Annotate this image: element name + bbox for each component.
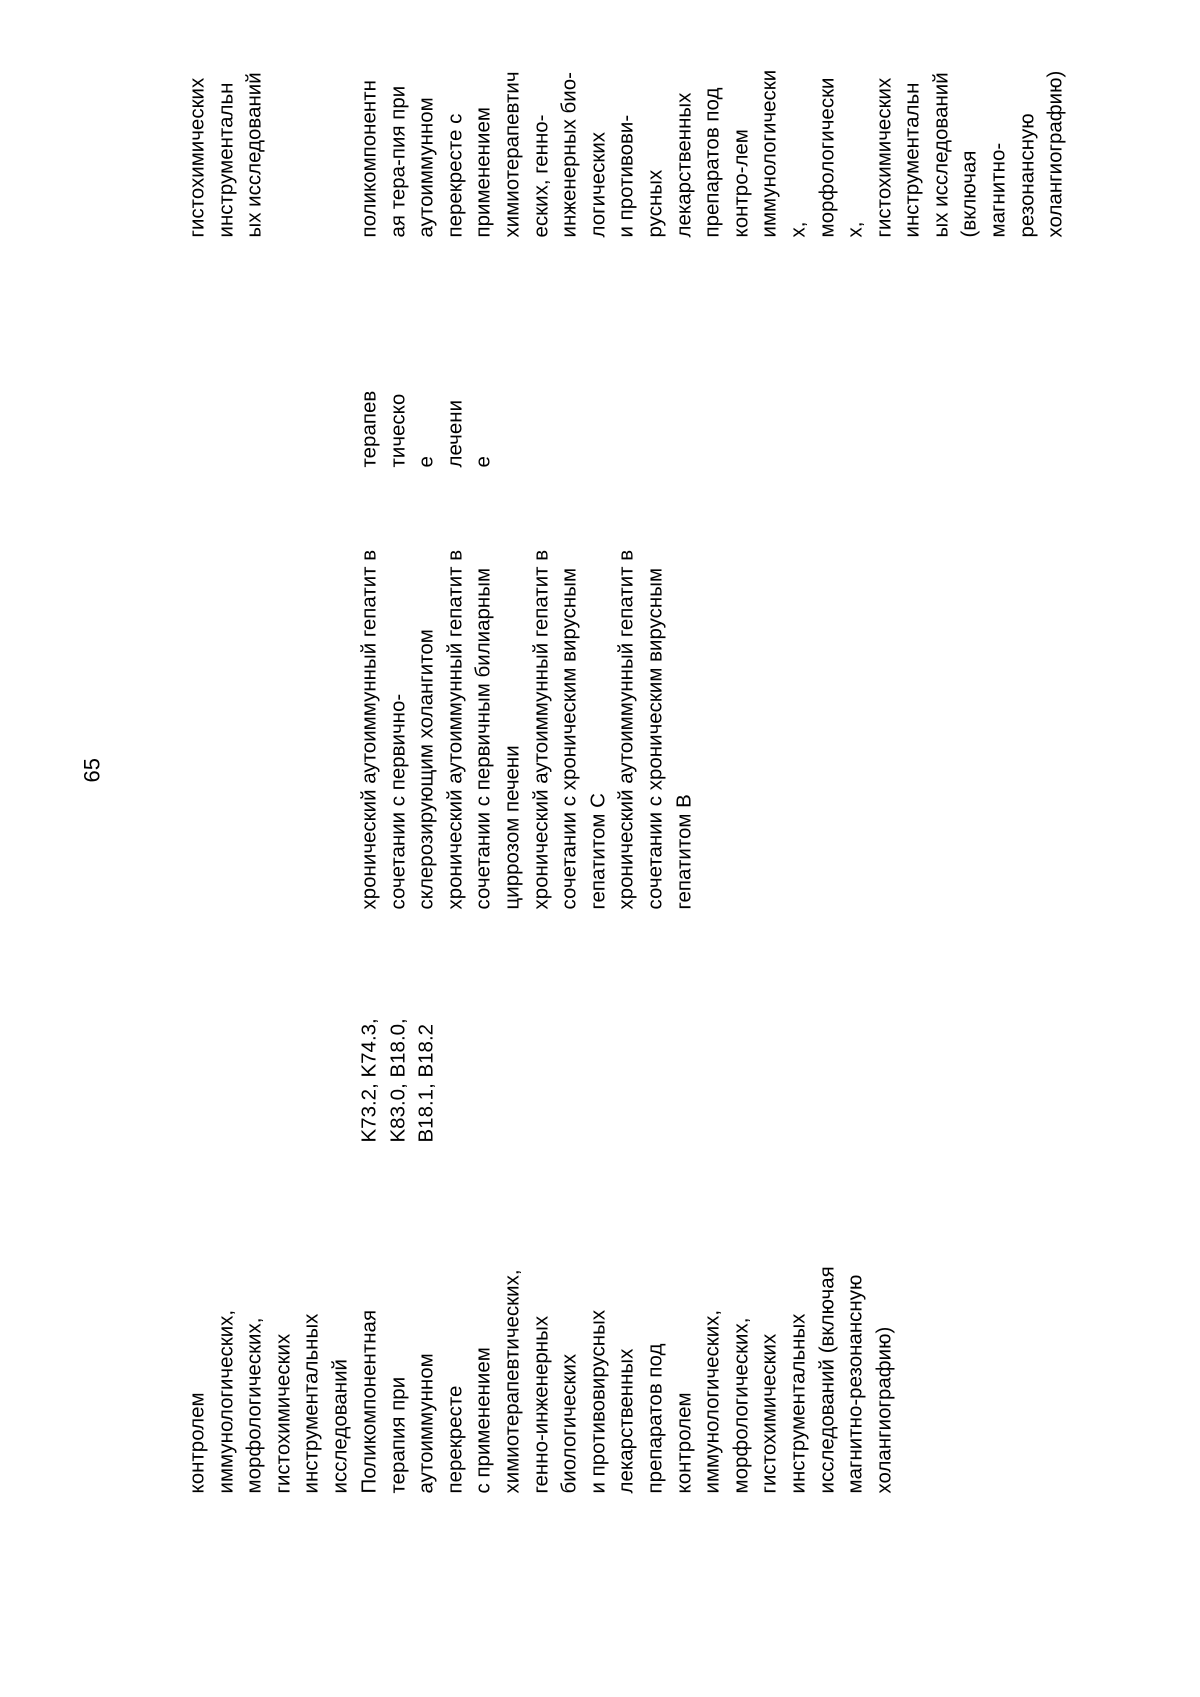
text-line: инструментальных (785, 1313, 809, 1493)
prev-row-treatment2-cell (183, 72, 269, 237)
text-line: еских, генно- (528, 113, 552, 237)
text-line: инженерных био- (557, 71, 581, 237)
text-line: гепатитом C (585, 792, 609, 909)
text-line: препаратов под (700, 87, 724, 237)
text-line: логических (585, 131, 609, 237)
text-line: и противовирусных (585, 1309, 609, 1493)
text-line: х, (785, 221, 809, 237)
text-line: лекарственных (614, 1348, 638, 1493)
text-line: препаратов под (642, 1343, 666, 1493)
row-treatment-cell (355, 1266, 898, 1493)
text-line: сочетании с хроническим вирусным (642, 567, 666, 909)
text-line: K73.2, K74.3, (357, 1017, 380, 1142)
text-line: инструментальн (900, 82, 924, 237)
text-line: ых исследований (928, 71, 952, 237)
text-line: магнитно- (986, 142, 1010, 237)
text-line: гистохимических (757, 1333, 781, 1493)
text-line: гистохимических (185, 77, 208, 237)
row-treatment2-cell (355, 69, 1070, 237)
text-line: е (414, 455, 438, 467)
text-line: е (471, 455, 495, 467)
text-line: хронический аутоиммунный гепатит в (357, 549, 380, 909)
text-line: ая тера-пия при (385, 85, 409, 237)
text-line: тическо (385, 393, 409, 467)
text-line: морфологически (814, 77, 838, 237)
text-line: сочетании с хроническим вирусным (557, 567, 581, 909)
text-line: контро-лем (728, 128, 752, 237)
text-line: резонансную (1014, 112, 1038, 237)
text-line: холангиографию) (871, 1326, 895, 1493)
text-line: химиотерапевтических, (499, 1268, 523, 1493)
text-line: исследований (327, 1358, 351, 1493)
text-line: хронический аутоиммунный гепатит в (442, 549, 466, 909)
row-treatment-type-cell (355, 390, 498, 467)
text-line: аутоиммунном (414, 96, 438, 237)
text-line: контролем (185, 1391, 208, 1493)
text-line: аутоиммунном (414, 1352, 438, 1493)
text-line: химиотерапевтич (499, 70, 523, 237)
page-number: 65 (79, 757, 104, 782)
text-line: перекресте с (442, 113, 466, 237)
text-line: биологических (557, 1353, 581, 1493)
text-line: Поликомпонентная (357, 1309, 380, 1493)
text-line: генно-инженерных (528, 1315, 552, 1493)
text-line: исследований (включая (814, 1265, 838, 1493)
text-line: инструментальных (299, 1313, 323, 1493)
text-line: поликомпонентн (357, 79, 380, 237)
text-line: хронический аутоиммунный гепатит в (614, 549, 638, 909)
row-codes-cell (355, 1018, 441, 1142)
text-line: холангиографию) (1043, 70, 1067, 237)
text-line: гистохимических (270, 1333, 294, 1493)
text-line: иммунологических, (700, 1309, 724, 1493)
text-line: инструментальн (213, 82, 237, 237)
text-line: перекресте (442, 1385, 466, 1493)
text-line: х, (843, 221, 867, 237)
text-line: морфологических, (242, 1317, 266, 1493)
text-line: сочетании с первичным билиарным (471, 567, 495, 909)
prev-row-treatment-cell (183, 1309, 355, 1493)
text-line: сочетании с первично- (385, 693, 409, 909)
text-line: контролем (671, 1391, 695, 1493)
text-line: гистохимических (871, 77, 895, 237)
text-line: хронический аутоиммунный гепатит в (528, 549, 552, 909)
text-line: с применением (471, 1346, 495, 1493)
text-line: K83.0, B18.0, (385, 1017, 409, 1142)
text-line: иммунологически (757, 69, 781, 237)
text-line: иммунологических, (213, 1309, 237, 1493)
text-line: (включая (957, 150, 981, 237)
text-line: гепатитом B (671, 793, 695, 909)
text-line: применением (471, 106, 495, 237)
row-diagnosis-cell (355, 549, 698, 909)
text-line: русных (642, 169, 666, 237)
text-line: лечени (442, 399, 466, 467)
text-line: морфологических, (728, 1317, 752, 1493)
text-line: терапия при (385, 1376, 409, 1493)
text-line: терапев (357, 390, 380, 467)
text-line: склерозирующим холангитом (414, 628, 438, 909)
text-line: циррозом печени (499, 744, 523, 909)
text-line: и противови- (614, 114, 638, 237)
text-line: лекарственных (671, 92, 695, 237)
text-line: B18.1, B18.2 (414, 1023, 438, 1142)
text-line: магнитно-резонансную (843, 1274, 867, 1493)
text-line: ых исследований (242, 71, 266, 237)
